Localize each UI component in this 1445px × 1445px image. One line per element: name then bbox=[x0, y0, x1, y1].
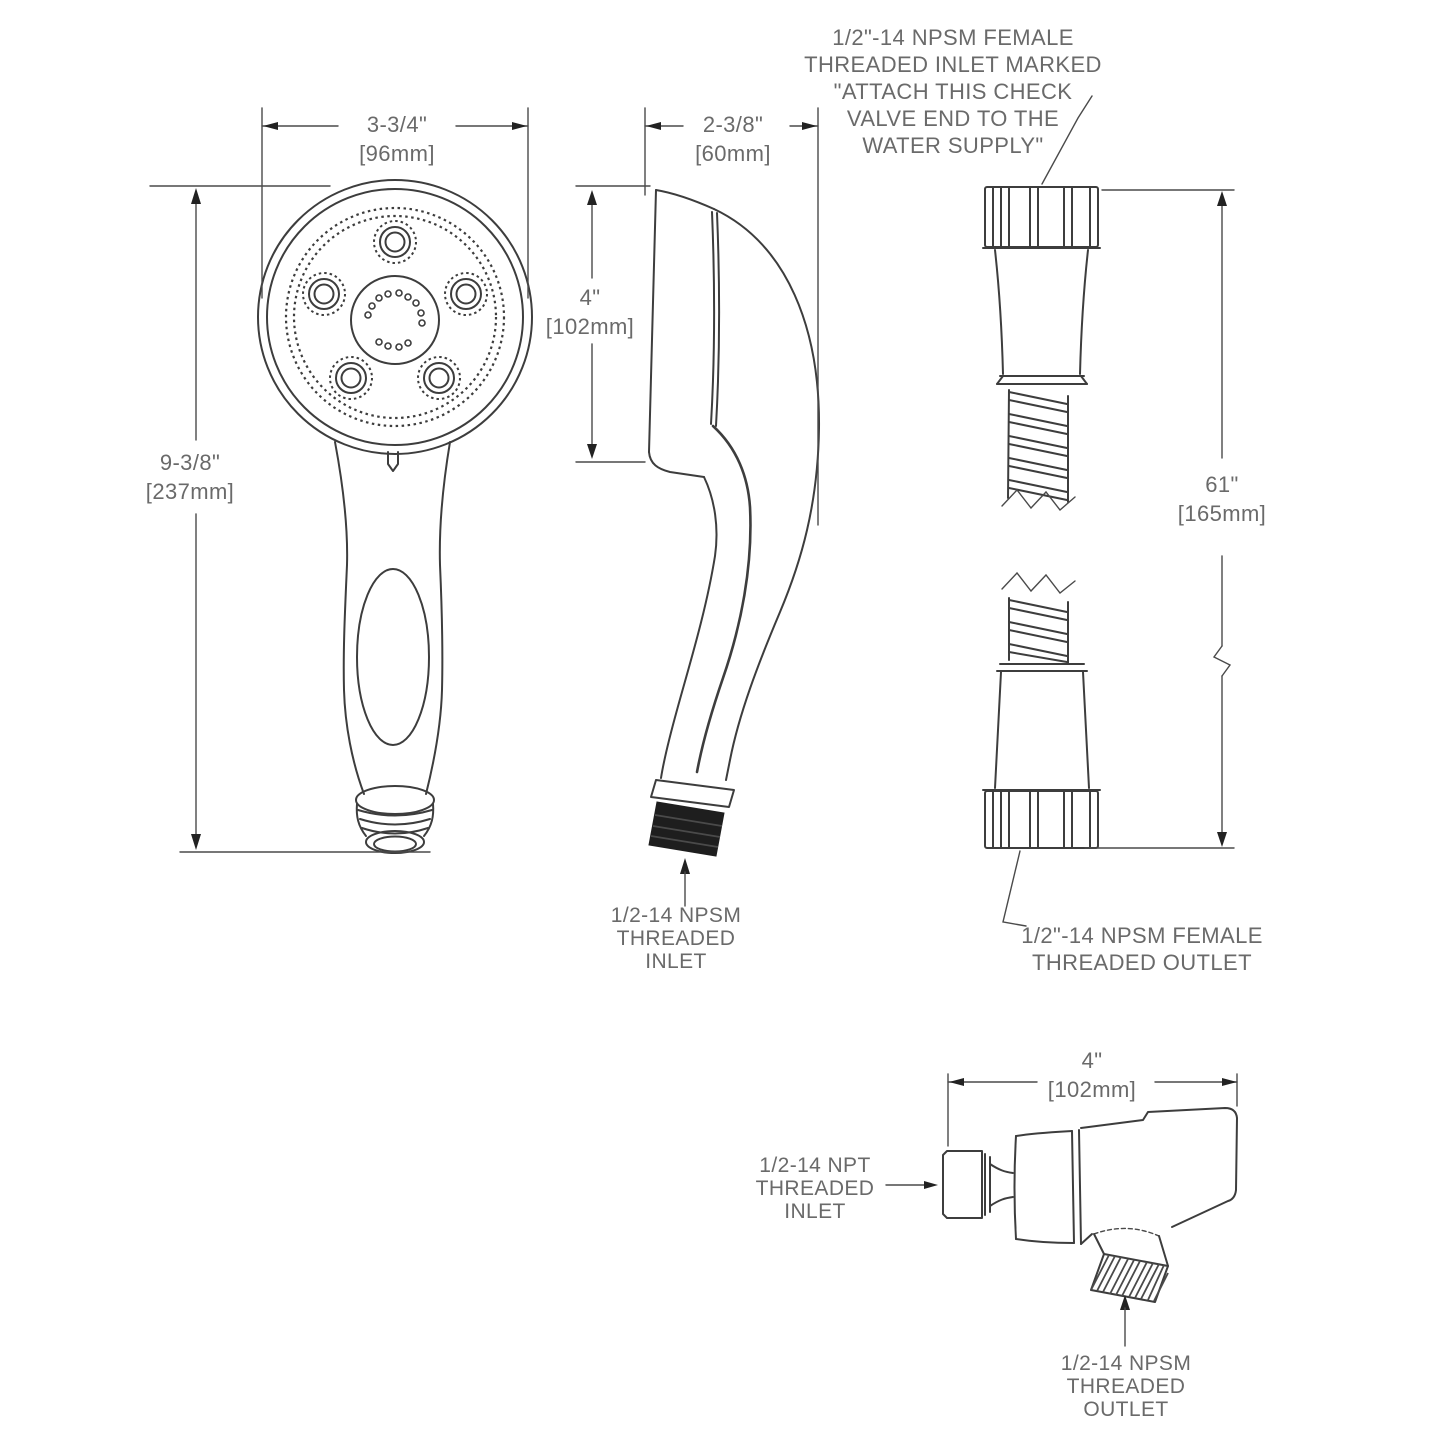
hose-spiral-lower bbox=[1002, 573, 1075, 664]
note-line: 1/2"-14 NPSM FEMALE bbox=[832, 25, 1074, 50]
note-line: "ATTACH THIS CHECK bbox=[833, 79, 1073, 104]
mount-outlet-threads bbox=[1091, 1254, 1168, 1302]
front-width-dimension bbox=[359, 110, 435, 168]
label-line: 1/2-14 NPT bbox=[759, 1154, 871, 1177]
mount-inlet-label bbox=[756, 1154, 875, 1223]
note-line: WATER SUPPLY" bbox=[862, 133, 1044, 158]
label-line: THREADED bbox=[616, 927, 736, 950]
side-view-handshower bbox=[649, 190, 819, 856]
dim-mm: [165mm] bbox=[1177, 501, 1267, 526]
dim-mm: [102mm] bbox=[1047, 1077, 1137, 1102]
dim-mm: [96mm] bbox=[359, 141, 435, 166]
dim-inches: 3-3/4" bbox=[366, 112, 428, 137]
hose-top-connector bbox=[995, 250, 1088, 384]
front-height-dimension bbox=[146, 448, 234, 506]
handshower-inlet-label bbox=[611, 904, 741, 973]
front-view-handshower bbox=[258, 180, 532, 853]
mount-outlet-label bbox=[1061, 1352, 1191, 1421]
label-line: INLET bbox=[784, 1200, 846, 1223]
label-line: 1/2-14 NPSM bbox=[1060, 1352, 1192, 1375]
mount-width-dimension bbox=[1048, 1046, 1136, 1104]
dim-inches: 4" bbox=[1081, 1048, 1103, 1073]
dim-inches: 4" bbox=[579, 285, 601, 310]
hose-assembly bbox=[983, 96, 1100, 926]
hose-outlet-label bbox=[1021, 922, 1263, 976]
label-line: 1/2-14 NPSM bbox=[610, 904, 742, 927]
center-spray-disc bbox=[351, 276, 439, 364]
dim-mm: [102mm] bbox=[545, 314, 635, 339]
label-line: OUTLET bbox=[1083, 1398, 1169, 1421]
note-line: THREADED INLET MARKED bbox=[804, 52, 1102, 77]
side-depth-dimension bbox=[695, 110, 771, 168]
label-line: INLET bbox=[645, 950, 707, 973]
side-head-height-dimension bbox=[546, 283, 634, 341]
handle-threaded-inlet bbox=[356, 786, 434, 853]
dim-inches: 61" bbox=[1205, 472, 1239, 497]
hose-length-dimension bbox=[1178, 470, 1266, 528]
hose-bottom-connector bbox=[995, 664, 1089, 788]
label-line: THREADED OUTLET bbox=[1032, 950, 1252, 975]
side-depth-dim-lines bbox=[645, 108, 818, 525]
dim-mm: [237mm] bbox=[145, 479, 235, 504]
mount-inlet-arrow bbox=[886, 1181, 938, 1189]
hose-top-nut bbox=[983, 187, 1100, 248]
hose-spiral-upper bbox=[1002, 390, 1075, 510]
hose-bottom-nut bbox=[983, 790, 1100, 848]
dim-mm: [60mm] bbox=[695, 141, 771, 166]
label-line: 1/2"-14 NPSM FEMALE bbox=[1021, 923, 1263, 948]
dim-inches: 2-3/8" bbox=[702, 112, 764, 137]
label-line: THREADED bbox=[1066, 1375, 1186, 1398]
shower-mount bbox=[943, 1108, 1237, 1302]
handshower-inlet-arrow bbox=[680, 858, 690, 906]
check-valve-note bbox=[804, 24, 1102, 159]
spray-nozzles bbox=[303, 221, 487, 399]
handle-front bbox=[335, 442, 450, 794]
dim-inches: 9-3/8" bbox=[159, 450, 221, 475]
label-line: THREADED bbox=[755, 1177, 875, 1200]
note-line: VALVE END TO THE bbox=[846, 106, 1060, 131]
mount-outlet-arrow bbox=[1120, 1295, 1130, 1346]
